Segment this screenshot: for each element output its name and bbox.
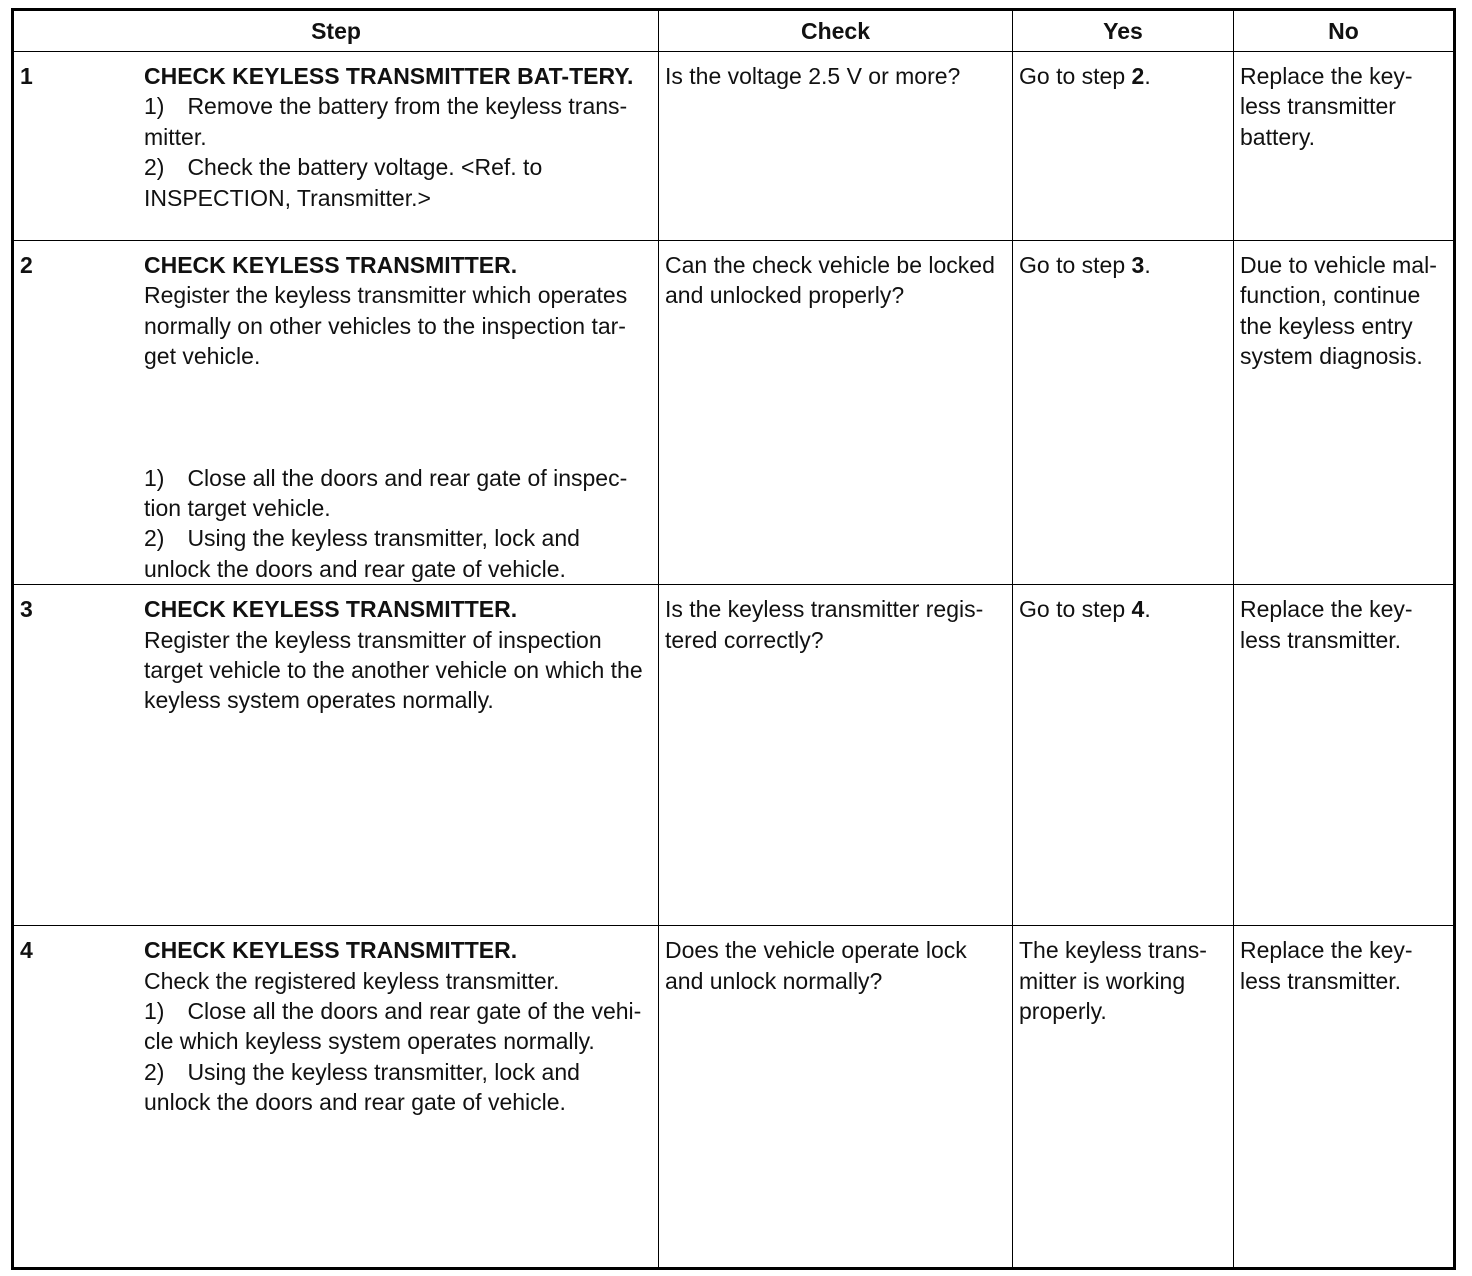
header-row (13, 10, 1455, 52)
yes-step-ref: 2 (1131, 63, 1145, 89)
check-cell: Does the vehicle operate lock and unlock normally? (659, 926, 1013, 1269)
yes-step-ref: 3 (1131, 252, 1145, 278)
step-number: 2 (20, 252, 33, 278)
substep: 1) Close all the doors and rear gate of inspec-tion target vehicle. (144, 464, 628, 522)
substep: 2) Using the keyless transmitter, lock and unlock the doors and rear gate of vehicle. (144, 525, 580, 582)
substep: 2) Check the battery voltage. <Ref. to INSPECTION, Transmitter.> (144, 154, 543, 211)
step-title: CHECK KEYLESS TRANSMITTER. (144, 937, 518, 964)
step-number: 1 (20, 63, 33, 89)
step-title: CHECK KEYLESS TRANSMITTER. (144, 596, 518, 623)
header-step: Step (13, 10, 659, 52)
yes-step-ref: 4 (1131, 596, 1145, 623)
no-cell: Replace the key-less transmitter. (1234, 926, 1455, 1269)
header-check: Check (659, 10, 1013, 52)
step-description: Check the registered keyless transmitter. (144, 967, 560, 994)
substep: 1) Close all the doors and rear gate of the vehi-cle which keyless system operates normally. (144, 998, 642, 1055)
substep: 1) Remove the battery from the keyless trans-mitter. (144, 93, 628, 150)
step-number: 3 (20, 596, 33, 623)
no-cell: Due to vehicle mal-function, continue the keyless entry system diagnosis. (1234, 241, 1455, 585)
step-description: Register the keyless transmitter which operates normally on other vehicles to the inspection tar-get vehicle. (144, 282, 628, 370)
table-row (13, 52, 1455, 241)
header-no: No (1234, 10, 1455, 52)
table-row (13, 585, 1455, 926)
step-cell (13, 241, 659, 585)
yes-cell (1013, 585, 1234, 926)
step-cell (13, 926, 659, 1269)
yes-text: Go to step (1019, 252, 1132, 278)
yes-cell (1013, 241, 1234, 585)
check-cell: Is the keyless transmitter regis-tered correctly? (659, 585, 1013, 926)
diagnostic-table (11, 8, 1456, 1270)
no-cell: Replace the key-less transmitter battery. (1234, 52, 1455, 241)
table-row (13, 241, 1455, 585)
no-cell: Replace the key-less transmitter. (1234, 585, 1455, 926)
step-number: 4 (20, 937, 33, 964)
yes-cell (1013, 52, 1234, 241)
yes-text: Go to step (1019, 63, 1132, 89)
yes-suffix: . (1144, 63, 1151, 89)
yes-suffix: . (1144, 252, 1151, 278)
table-row (13, 926, 1455, 1269)
header-yes: Yes (1013, 10, 1234, 52)
check-cell: Can the check vehicle be locked and unlocked properly? (659, 241, 1013, 585)
step-title: CHECK KEYLESS TRANSMITTER BAT-TERY. (144, 63, 634, 89)
substep: 2) Using the keyless transmitter, lock and unlock the doors and rear gate of vehicle. (144, 1058, 580, 1116)
check-cell: Is the voltage 2.5 V or more? (659, 52, 1013, 241)
step-cell (13, 585, 659, 926)
yes-text: Go to step (1019, 596, 1132, 623)
step-description: Register the keyless transmitter of inspection target vehicle to the another vehicle on which the keyless system operates normally. (144, 626, 643, 714)
yes-suffix: . (1144, 596, 1151, 623)
yes-cell: The keyless trans-mitter is working properly. (1013, 926, 1234, 1269)
step-title: CHECK KEYLESS TRANSMITTER. (144, 252, 518, 278)
step-cell (13, 52, 659, 241)
